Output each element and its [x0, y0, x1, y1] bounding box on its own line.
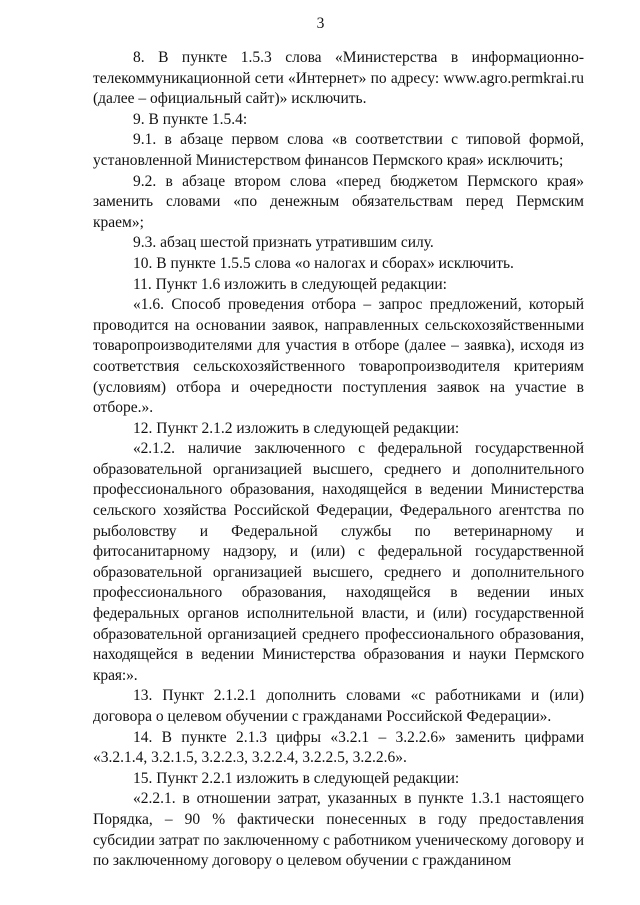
- paragraph-2-2-1-quote: «2.2.1. в отношении затрат, указанных в пункте 1.3.1 настоящего Порядка, – 90 % фактически понесенных в году предоставления субсидии затрат по заключенному с работником ученическому договору и по заключенному договору о целевом обучении с гражданином: [93, 790, 584, 870]
- document-body: [93, 48, 584, 872]
- paragraph-2-1-2-quote: «2.1.2. наличие заключенного с федеральной государственной образовательной организацией высшего, среднего и дополнительного профессионального образования, находящейся в ведении Министерства сельского хозяйства Российской Федерации, Федерального агентства по рыболовству и Федеральной службы по ветеринарному и фитосанитарному надзору, и (или) с федеральной государственной образовательной организацией высшего, среднего и дополнительного профессионального образования, находящейся в ведении иных федеральных органов исполнительной власти, и (или) государственной образовательной организацией среднего профессионального образования, находящейся в ведении Министерства образования и науки Пермского края:».: [93, 440, 584, 684]
- paragraph-9-1: 9.1. в абзаце первом слова «в соответствии с типовой формой, установленной Министерством финансов Пермского края» исключить;: [93, 131, 584, 169]
- paragraph-12: 12. Пункт 2.1.2 изложить в следующей редакции:: [133, 419, 460, 437]
- paragraph-15: 15. Пункт 2.2.1 изложить в следующей редакции:: [133, 769, 460, 787]
- page-number: 3: [316, 15, 325, 32]
- paragraph-9-2: 9.2. в абзаце втором слова «перед бюджетом Пермского края» заменить словами «по денежным обязательствам перед Пермским краем»;: [93, 172, 584, 231]
- paragraph-10: 10. В пункте 1.5.5 слова «о налогах и сборах» исключить.: [133, 254, 514, 272]
- paragraph-9-3: 9.3. абзац шестой признать утратившим силу.: [133, 234, 434, 252]
- paragraph-11: 11. Пункт 1.6 изложить в следующей редакции:: [133, 275, 447, 293]
- paragraph-8: 8. В пункте 1.5.3 слова «Министерства в информационно-телекоммуникационной сети «Интернет» по адресу: www.agro.permkrai.ru (далее – официальный сайт)» исключить.: [93, 49, 584, 108]
- paragraph-9: 9. В пункте 1.5.4:: [133, 110, 248, 128]
- paragraph-13: 13. Пункт 2.1.2.1 дополнить словами «с работниками и (или) договора о целевом обучении с гражданами Российской Федерации».: [93, 687, 584, 725]
- paragraph-1-6-quote: «1.6. Способ проведения отбора – запрос предложений, который проводится на основании заявок, направленных сельскохозяйственными товаропроизводителями для участия в отборе (далее – заявка), исходя из соответствия сельскохозяйственного товаропроизводителя критериям (условиям) отбора и очередности поступления заявок на участие в отборе.».: [93, 296, 584, 417]
- paragraph-14: 14. В пункте 2.1.3 цифры «3.2.1 – 3.2.2.6» заменить цифрами «3.2.1.4, 3.2.1.5, 3.2.2.3, 3.2.2.4, 3.2.2.5, 3.2.2.6».: [93, 728, 584, 767]
